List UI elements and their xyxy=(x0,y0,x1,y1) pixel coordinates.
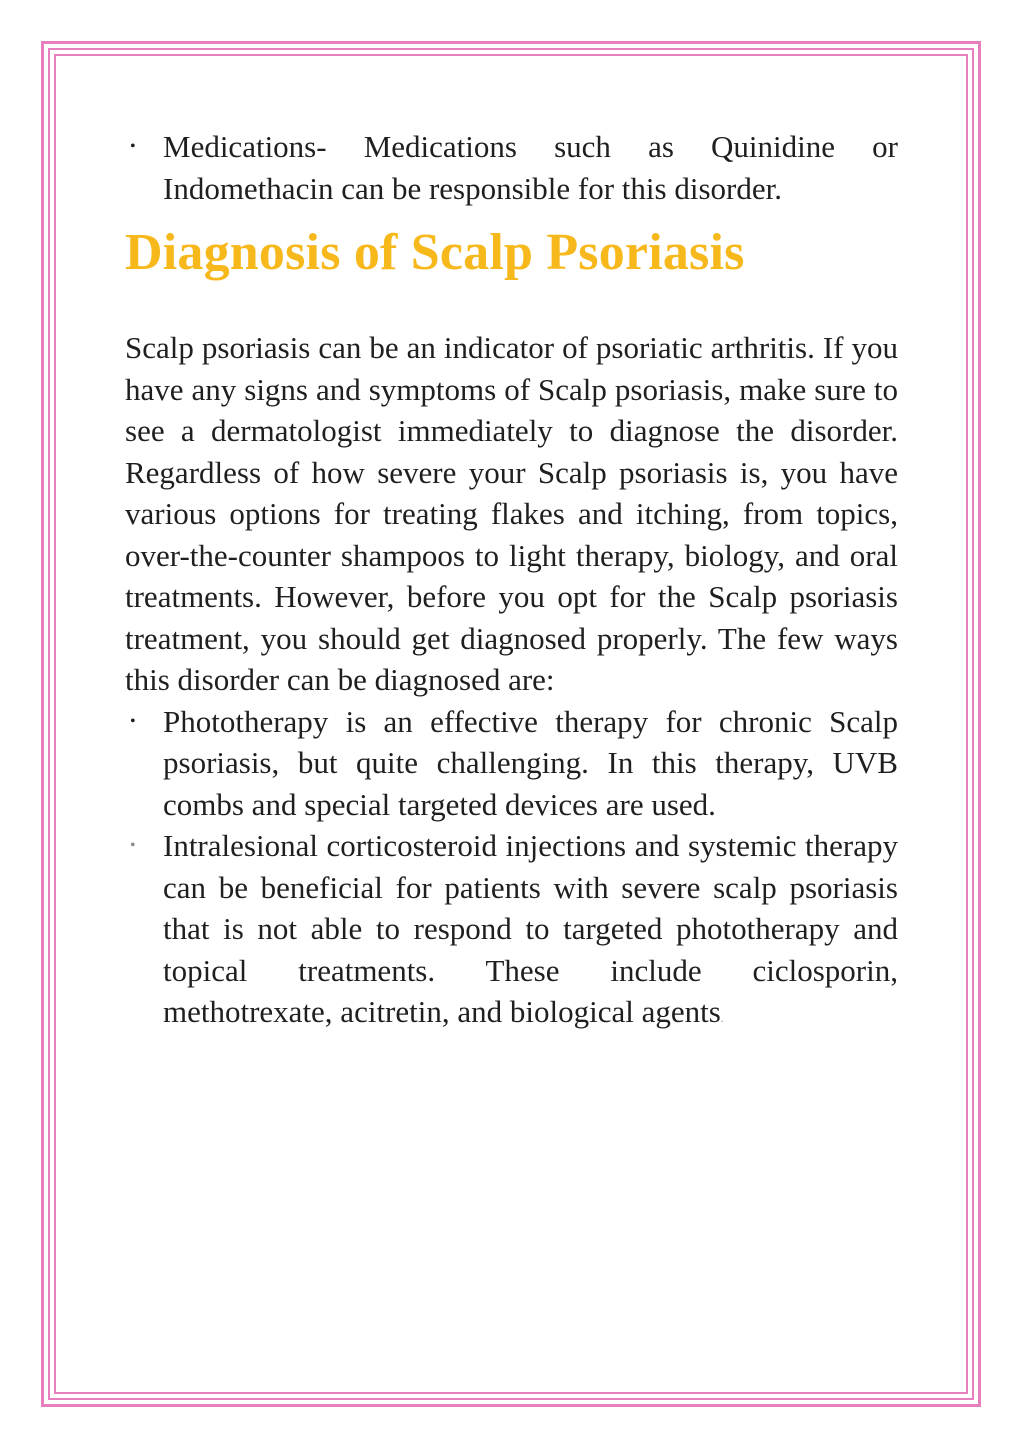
list-item-phototherapy xyxy=(125,701,898,826)
list-item-text: Medications- Medications such as Quinidine or Indomethacin can be responsible for this disorder. xyxy=(163,129,898,206)
list-item-text: Phototherapy is an effective therapy for chronic Scalp psoriasis, but quite challenging. In this therapy, UVB combs and special targeted devices are used. xyxy=(163,703,898,822)
trailing-period: . xyxy=(720,1011,724,1025)
medications-list xyxy=(125,126,898,209)
list-item-corticosteroid xyxy=(125,825,898,1040)
bullet-icon: • xyxy=(130,837,136,854)
section-heading: Diagnosis of Scalp Psoriasis xyxy=(125,224,745,281)
bullet-icon: • xyxy=(130,138,136,155)
diagnosis-paragraph: Scalp psoriasis can be an indicator of psoriatic arthritis. If you have any signs and symptoms of Scalp psoriasis, make sure to see a dermatologist immediately to diagnose the disorder. Regardless of how severe your Scalp psoriasis is, you have various options for treating flakes and itching, from topics, over-the-counter shampoos to light therapy, biology, and oral treatments. However, before you opt for the Scalp psoriasis treatment, you should get diagnosed properly. The few ways this disorder can be diagnosed are: xyxy=(125,330,898,697)
list-item-text: Intralesional corticosteroid injections and systemic therapy can be beneficial for patients with severe scalp psoriasis that is not able to respond to targeted phototherapy and topical treatments. These include ciclosporin, methotrexate, acitretin, and biological agents xyxy=(163,828,898,1029)
document-content xyxy=(125,126,898,1040)
diagnosis-methods-list xyxy=(125,701,898,1040)
list-item-medications xyxy=(125,126,898,209)
bullet-icon: • xyxy=(130,712,136,730)
